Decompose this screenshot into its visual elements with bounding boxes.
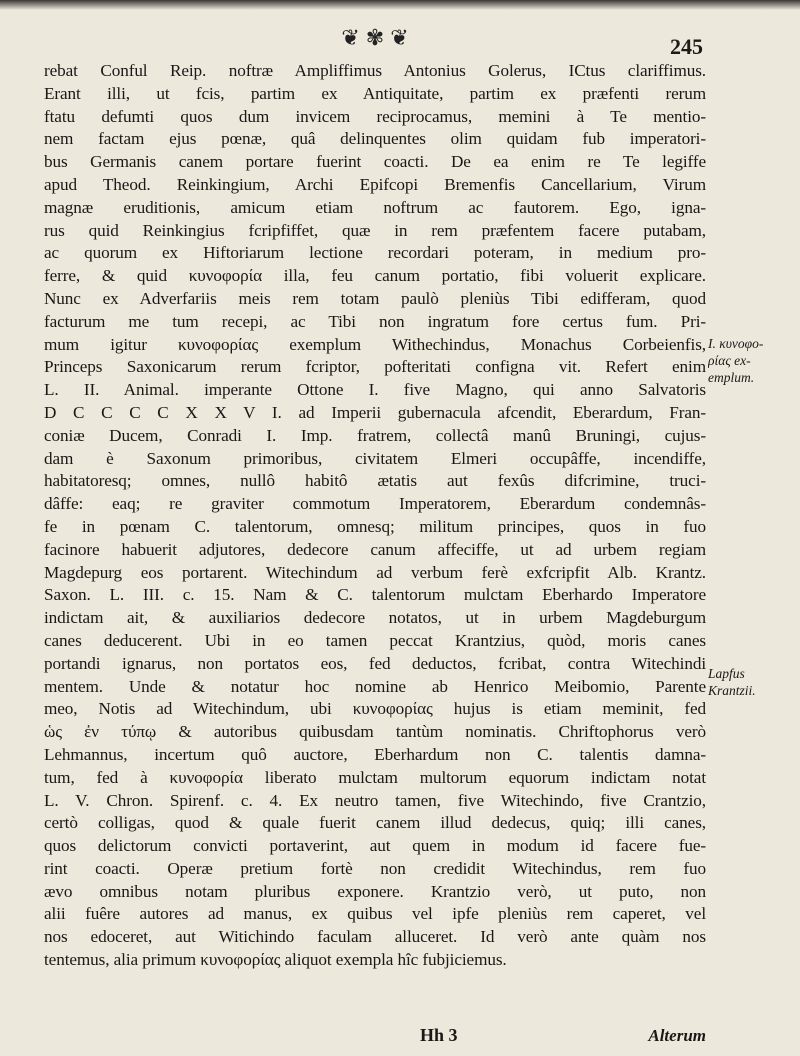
margin-note-line: emplum.: [708, 370, 755, 385]
text-line: dam è Saxonum primoribus, civitatem Elmeri occupâffe, incendiffe,: [44, 448, 706, 468]
text-line: tentemus, alia primum κυνοφορίας aliquot exempla hîc fubjiciemus.: [44, 950, 507, 970]
text-line: canes deducerent. Ubi in eo tamen peccat Krantzius, quòd, moris canes: [44, 630, 706, 650]
text-line: L. II. Animal. imperante Ottone I. five Magno, qui anno Salvatoris: [44, 380, 706, 400]
text-line: rint coacti. Operæ pretium fortè non credidit Witechindus, rem fuo: [44, 858, 706, 878]
text-line: portandi ignarus, non portatos eos, fed deductos, fcribat, contra Witechindi: [44, 653, 706, 673]
text-line: Princeps Saxonicarum rerum fcriptor, pofteritati configna vit. Refert enim: [44, 357, 706, 377]
text-line: ævo omnibus notam pluribus exponere. Krantzio verò, ut puto, non: [44, 881, 706, 901]
signature-mark: Hh 3: [420, 1025, 458, 1045]
catchword: Alterum: [648, 1026, 706, 1045]
text-line: coniæ Ducem, Conradi I. Imp. fratrem, collectâ manû Bruningi, cujus-: [44, 425, 706, 445]
text-line: nem factam ejus pœnæ, quâ delinquentes olim quidam fub imperatori-: [44, 129, 706, 149]
header-ornament: ❦✾❦: [341, 26, 415, 51]
text-line: ὡς ἐν τύπῳ & autoribus quibusdam tantùm nominatis. Chriftophorus verò: [44, 722, 706, 742]
text-line: fe in pœnam C. talentorum, omnesq; militum principes, quos in fuo: [44, 516, 706, 536]
text-line: mentem. Unde & notatur hoc nomine ab Henrico Meibomio, Parente: [44, 676, 706, 696]
margin-note-first-example: [708, 335, 798, 386]
text-line: ferre, & quid κυνοφορία illa, feu canum portatio, fibi voluerit explicare.: [44, 266, 706, 286]
main-text-block: [44, 60, 706, 972]
text-line: L. V. Chron. Spirenf. c. 4. Ex neutro tamen, five Witechindo, five Crantzio,: [44, 790, 706, 810]
text-line: rebat Conful Reip. noftræ Ampliffimus Antonius Golerus, ICtus clariffimus.: [44, 61, 706, 80]
text-line: Magdepurg eos portarent. Witechindum ad verbum ferè exfcripfit Alb. Krantz.: [44, 562, 706, 582]
page-top-edge: [0, 0, 800, 10]
text-line: ftatu defumti quos dum invicem reciprocamus, memini à Te mentio-: [44, 106, 706, 126]
text-line: apud Theod. Reinkingium, Archi Epifcopi Bremenfis Cancellarium, Virum: [44, 174, 706, 194]
text-line: Erant illi, ut fcis, partim ex Antiquitate, partim ex præfenti rerum: [44, 83, 706, 103]
text-line: dâffe: eaq; re graviter commotum Imperatorem, Eberardum condemnâs-: [44, 494, 706, 514]
text-line: habitatoresq; omnes, nullô habitô ætatis aut fexûs difcrimine, truci-: [44, 471, 706, 491]
text-line: Nunc ex Adverfariis meis rem totam paulò pleniùs Tibi edifferam, quod: [44, 288, 706, 308]
text-line: mum igitur κυνοφορίας exemplum Withechindus, Monachus Corbeienfis,: [44, 334, 706, 354]
text-line: meo, Notis ad Witechindum, ubi κυνοφορίας hujus is etiam meminit, fed: [44, 699, 706, 719]
text-line: D C C C C X X V I. ad Imperii gubernacula afcendit, Eberardum, Fran-: [44, 402, 706, 422]
margin-note-line: ρίας ex-: [708, 353, 751, 368]
text-line: rus quid Reinkingius fcripfiffet, quæ in rem præfentem facere putabam,: [44, 220, 706, 240]
text-line: Lehmannus, incertum quô auctore, Eberhardum non C. talentis damna-: [44, 744, 706, 764]
text-line: alii fuêre autores ad manus, ex quibus vel ipfe pleniùs rem caperet, vel: [44, 904, 706, 924]
text-line: facinore habuerit adjutores, dedecore canum affeciffe, ut ad urbem regiam: [44, 539, 706, 559]
text-line: nos edoceret, aut Witichindo faculam alluceret. Id verò ante quàm nos: [44, 927, 706, 947]
text-line: quos delictorum convicti portaverint, aut quem in modum id facere fue-: [44, 836, 706, 856]
text-line: Saxon. L. III. c. 15. Nam & C. talentorum mulctam Eberhardo Imperatore: [44, 585, 706, 605]
margin-note-line: Krantzii.: [708, 683, 756, 698]
text-line: ac quorum ex Hiftoriarum lectione recordari poteram, in medium pro-: [44, 243, 706, 263]
text-line: bus Germanis canem portare fuerint coacti. De ea enim re Te legiffe: [44, 152, 706, 172]
text-line: magnæ eruditionis, amicum etiam noftrum ac fautorem. Ego, igna-: [44, 197, 706, 217]
text-line: indictam ait, & auxiliarios dedecore notatos, ut in urbem Magdeburgum: [44, 608, 706, 628]
page-number: 245: [670, 34, 703, 59]
text-line: facturum me tum recepi, ac Tibi non ingratum fore certus fum. Pri-: [44, 311, 706, 331]
margin-note-line: Lapfus: [708, 666, 745, 681]
text-line: tum, fed à κυνοφορία liberato mulctam multorum equorum indictam notat: [44, 767, 706, 787]
margin-note-krantz-error: [708, 665, 798, 699]
text-line: certò colligas, quod & quale fuerit canem illud dedecus, quiq; illi canes,: [44, 813, 706, 833]
margin-note-line: I. κυνοφο-: [708, 336, 764, 351]
